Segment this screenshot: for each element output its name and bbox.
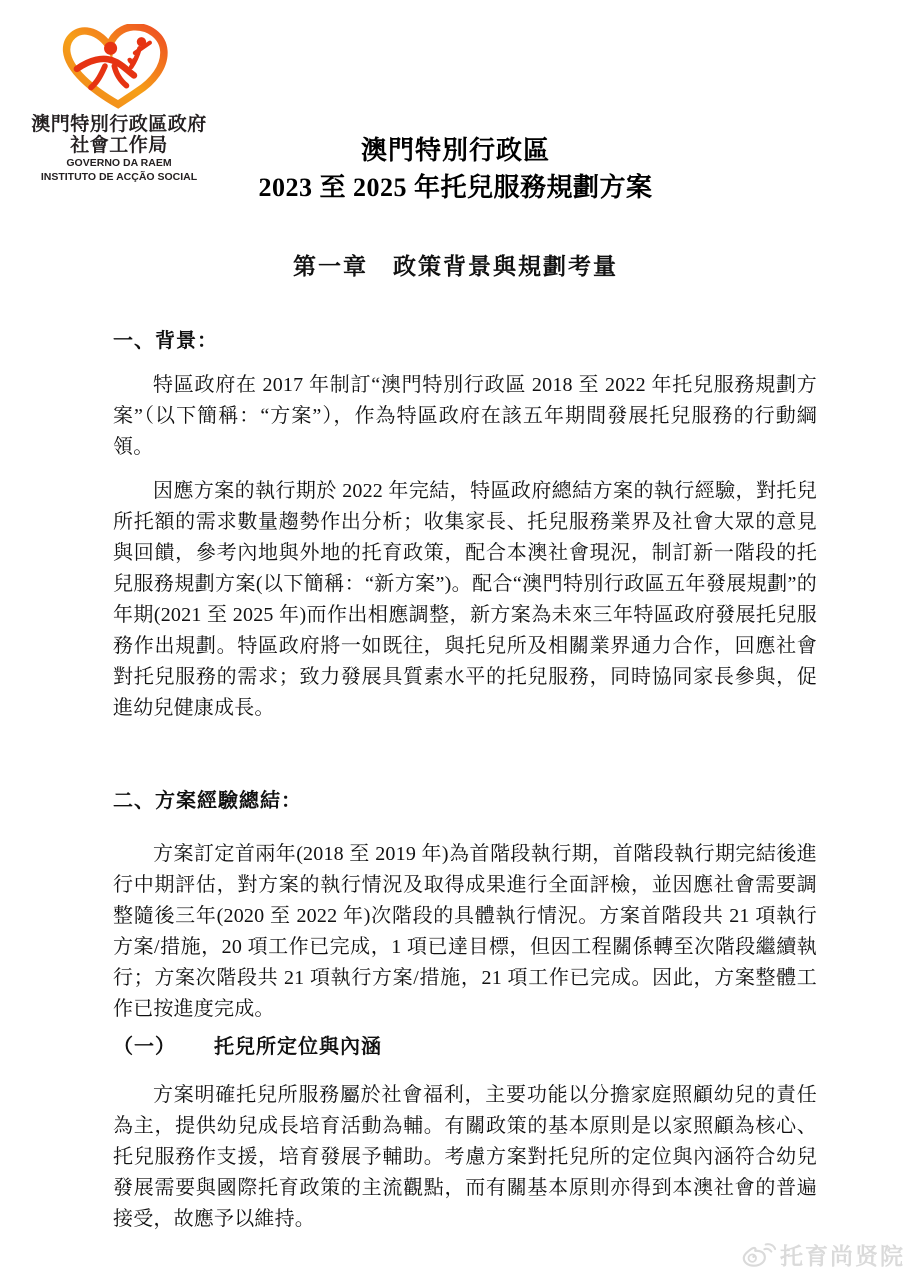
ias-logo-block: [28, 24, 210, 183]
title-line-2: 2023 至 2025 年托兒服務規劃方案: [258, 173, 653, 202]
subsection-1-heading: [113, 1034, 817, 1060]
paragraph-background-2: 因應方案的執行期於 2022 年完結，特區政府總結方案的執行經驗，對托兒所托額的需求數量趨勢作出分析；收集家長、托兒服務業界及社會大眾的意見與回饋，參考內地與外地的托育政策，配合本澳社會現況，制訂新一階段的托兒服務規劃方案(以下簡稱：“新方案”)。配合“澳門特別行政區五年發展規劃”的年期(2021 至 2025 年)而作出相應調整，新方案為未來三年特區政府發展托兒服務作出規劃。特區政府將一如既往，與托兒所及相關業界通力合作，回應社會對托兒服務的需求；致力發展具質素水平的托兒服務，同時協同家長參與，促進幼兒健康成長。: [113, 480, 817, 719]
chapter-heading: 第一章 政策背景與規劃考量: [293, 254, 618, 279]
subsection-1-title: 托兒所定位與內涵: [214, 1036, 382, 1058]
weibo-icon: [742, 1241, 776, 1269]
org-name-zh-line2: 社會工作局: [70, 135, 168, 156]
paragraph-summary-1: 方案訂定首兩年(2018 至 2019 年)為首階段執行期，首階段執行期完結後進行中期評估，對方案的執行情況及取得成果進行全面評檢，並因應社會需要調整隨後三年(2020 至 2022 年)次階段的具體執行情況。方案首階段共 21 項執行方案/措施，20 項工作已完成，1 項已達目標，但因工程關係轉至次階段繼續執行；方案次階段共 21 項執行方案/措施，21 項工作已完成。因此，方案整體工作已按進度完成。: [113, 843, 817, 1020]
paragraph-background-1: 特區政府在 2017 年制訂“澳門特別行政區 2018 至 2022 年托兒服務規劃方案”（以下簡稱：“方案”），作為特區政府在該五年期間發展托兒服務的行動綱領。: [113, 374, 817, 458]
org-name-pt-line2: INSTITUTO DE ACÇÃO SOCIAL: [40, 170, 198, 183]
section-2-heading: 二、方案經驗總結：: [113, 790, 302, 812]
subsection-1-number: （一）: [113, 1036, 176, 1058]
watermark-text: 托育尚贤院: [780, 1243, 905, 1269]
paragraph-subsection-1: 方案明確托兒所服務屬於社會福利，主要功能以分擔家庭照顧幼兒的責任為主，提供幼兒成長培育活動為輔。有關政策的基本原則是以家照顧為核心、托兒服務作支援，培育發展予輔助。考慮方案對托兒所的定位與內涵符合幼兒發展需要與國際托育政策的主流觀點，而有關基本原則亦得到本澳社會的普遍接受，故應予以維持。: [113, 1084, 817, 1230]
org-name-zh-line1: 澳門特別行政區政府: [31, 114, 207, 135]
org-name-pt-line1: GOVERNO DA RAEM: [66, 157, 172, 169]
title-line-1: 澳門特別行政區: [360, 136, 550, 165]
heart-logo-icon: [56, 24, 182, 110]
section-1-heading: 一、背景：: [113, 330, 218, 352]
watermark: [742, 1238, 905, 1271]
